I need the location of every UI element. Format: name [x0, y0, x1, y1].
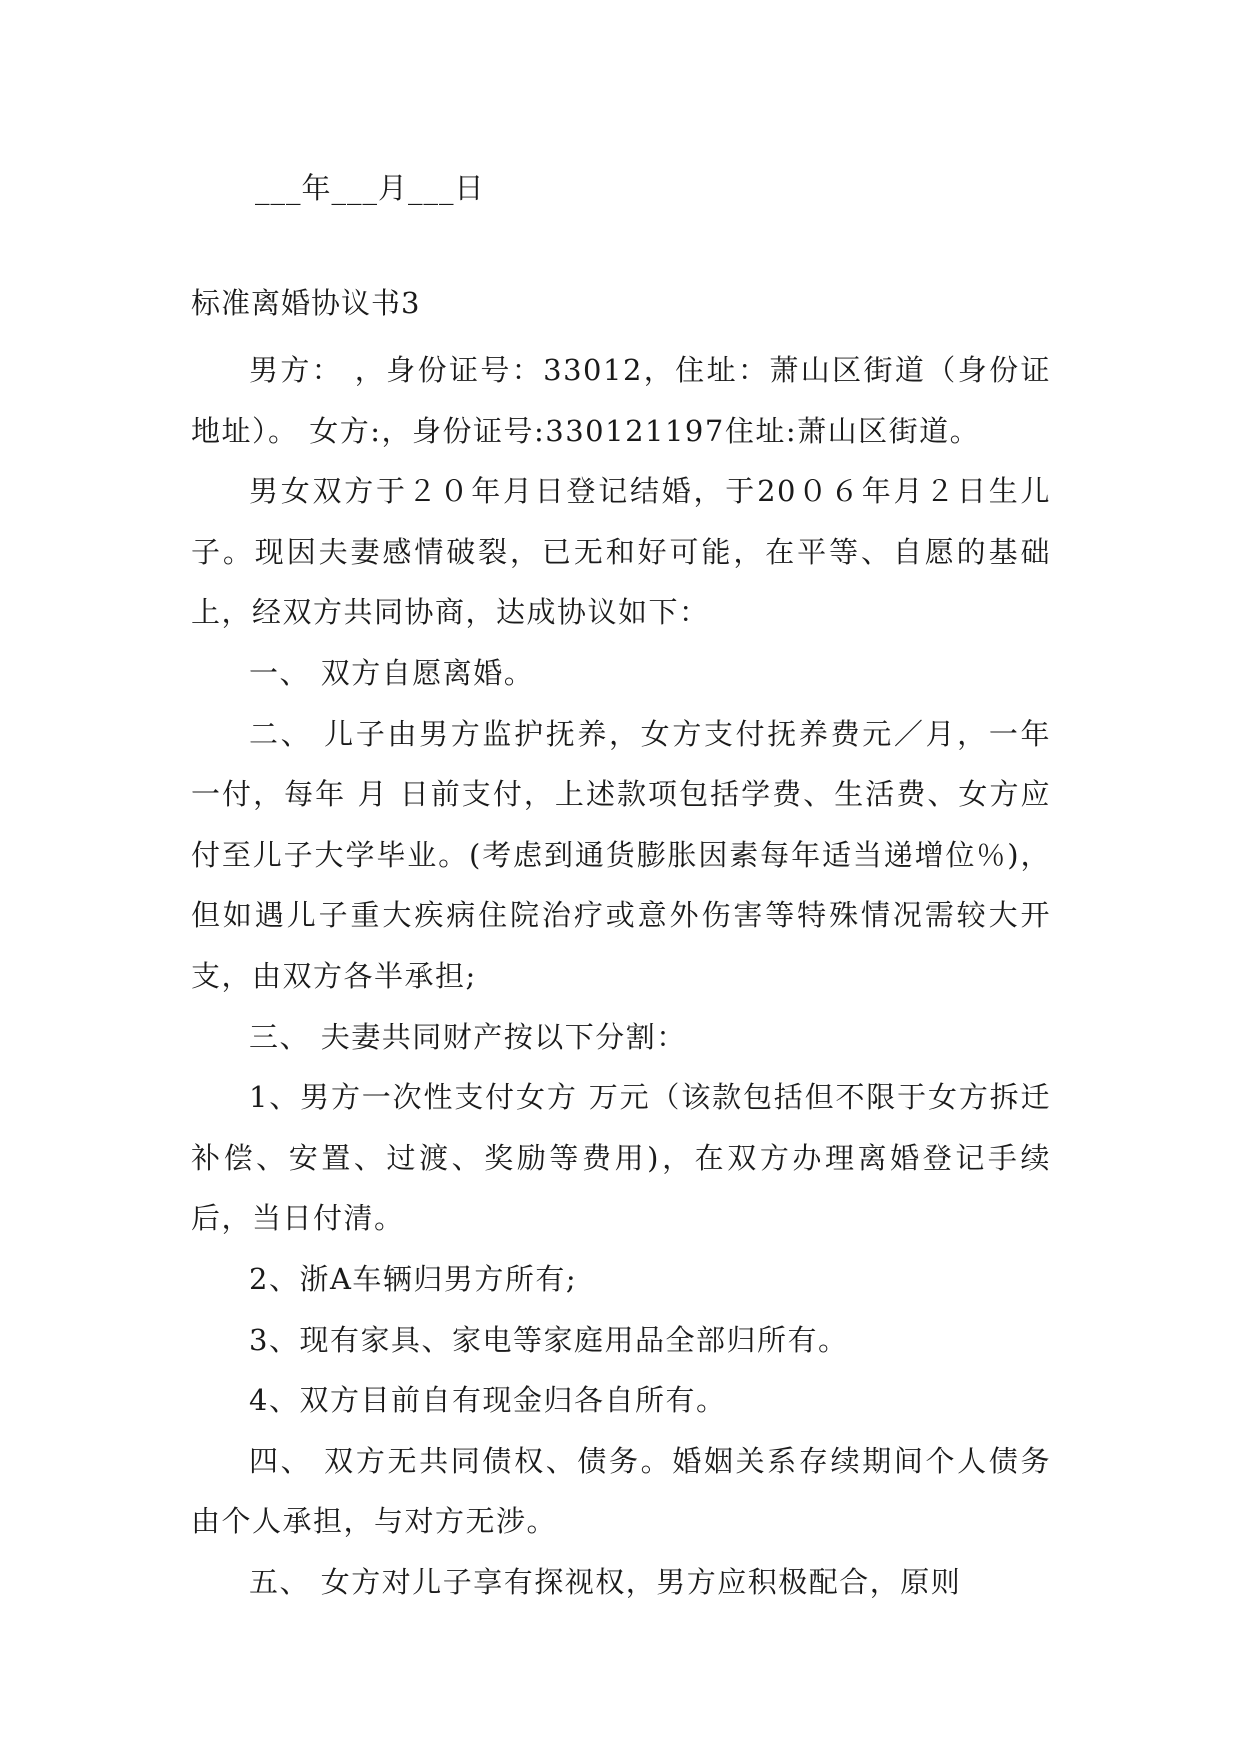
clause-three-item-3: 3、现有家具、家电等家庭用品全部归所有。 — [249, 1322, 849, 1357]
paragraph-parties: 男方： ，身份证号：33012，住址：萧山区街道（身份证地址）。 女方:，身份证号:330121197住址:萧山区街道。 — [191, 353, 1051, 448]
document-body — [191, 340, 1051, 1612]
clause-five: 五、 女方对儿子享有探视权，男方应积极配合，原则 — [249, 1564, 962, 1599]
document-title: 标准离婚协议书3 — [191, 286, 421, 320]
clause-four: 四、 双方无共同债权、债务。婚姻关系存续期间个人债务由个人承担，与对方无涉。 — [191, 1443, 1051, 1539]
date-line: ___年___月___日 — [255, 171, 485, 205]
paragraph-marriage-background: 男女双方于２０年月日登记结婚，于20０６年月２日生儿子。现因夫妻感情破裂，已无和好可能，在平等、自愿的基础上，经双方共同协商，达成协议如下： — [191, 474, 1051, 630]
clause-three-item-1: 1、男方一次性支付女方 万元（该款包括但不限于女方拆迁补偿、安置、过渡、奖励等费用)，在双方办理离婚登记手续后，当日付清。 — [191, 1080, 1051, 1236]
clause-two: 二、 儿子由男方监护抚养，女方支付抚养费元／月，一年一付，每年 月 日前支付，上述款项包括学费、生活费、女方应付至儿子大学毕业。(考虑到通货膨胀因素每年适当递增位％)，但如遇儿子重大疾病住院治疗或意外伤害等特殊情况需较大开支，由双方各半承担; — [191, 716, 1051, 993]
clause-three-item-4: 4、双方目前自有现金归各自所有。 — [249, 1383, 727, 1418]
clause-three-item-2: 2、浙A车辆归男方所有; — [249, 1261, 578, 1296]
clause-three: 三、 夫妻共同财产按以下分割： — [249, 1019, 687, 1054]
clause-one: 一、 双方自愿离婚。 — [249, 655, 535, 690]
